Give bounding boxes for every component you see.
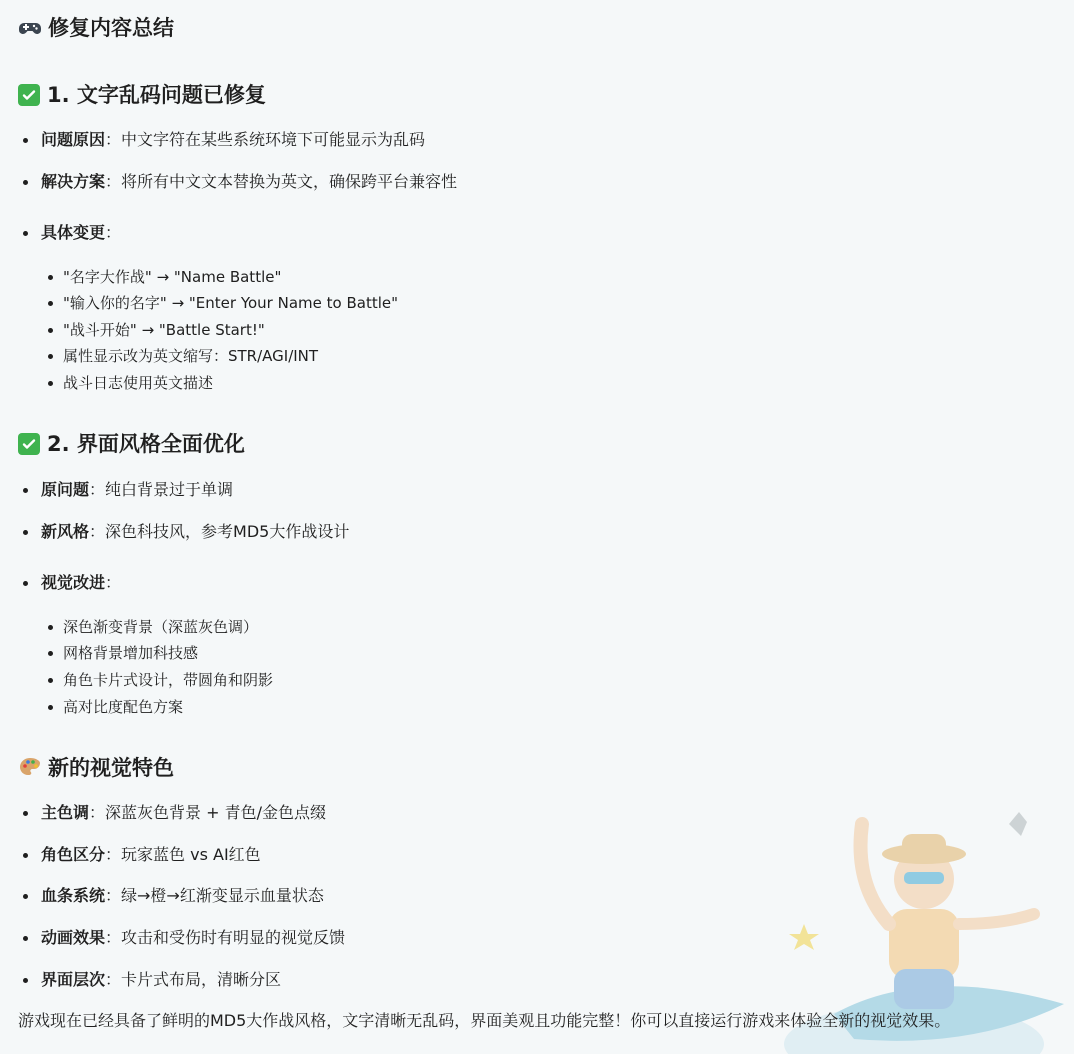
list-item: 新风格：深色科技风，参考MD5大作战设计 <box>24 521 349 543</box>
sub-list-item: 网格背景增加科技感 <box>48 643 198 663</box>
sub-list-item: 角色卡片式设计，带圆角和阴影 <box>48 670 273 690</box>
list-item: 主色调：深蓝灰色背景 + 青色/金色点缀 <box>24 802 326 824</box>
closing-paragraph: 游戏现在已经具备了鲜明的MD5大作战风格，文字清晰无乱码，界面美观且功能完整！你可以直接运行游戏来体验全新的视觉效果。 <box>18 1011 951 1030</box>
list-item: 血条系统：绿→橙→红渐变显示血量状态 <box>24 885 324 907</box>
sub-list-item: "输入你的名字" → "Enter Your Name to Battle" <box>48 293 398 313</box>
sub-list-item: 战斗日志使用英文描述 <box>48 373 213 393</box>
list-item: 原问题：纯白背景过于单调 <box>24 479 233 501</box>
check-mark-icon <box>18 433 40 455</box>
list-item: 界面层次：卡片式布局，清晰分区 <box>24 969 281 991</box>
sub-list-item: 高对比度配色方案 <box>48 697 183 717</box>
sub-list-item: 深色渐变背景（深蓝灰色调） <box>48 617 258 637</box>
list-item: 问题原因：中文字符在某些系统环境下可能显示为乱码 <box>24 129 425 151</box>
list-item: 解决方案：将所有中文文本替换为英文，确保跨平台兼容性 <box>24 171 457 193</box>
list-item: 动画效果：攻击和受伤时有明显的视觉反馈 <box>24 927 345 949</box>
section-heading-visual-features: 新的视觉特色 <box>18 754 174 782</box>
page-title: 修复内容总结 <box>18 14 174 42</box>
section-heading-style-optimization: 2. 界面风格全面优化 <box>18 430 245 458</box>
game-controller-icon <box>18 16 42 40</box>
sub-list-item: 属性显示改为英文缩写：STR/AGI/INT <box>48 346 318 366</box>
check-mark-icon <box>18 84 40 106</box>
sub-list-item: "战斗开始" → "Battle Start!" <box>48 320 265 340</box>
section-heading-text-fix: 1. 文字乱码问题已修复 <box>18 81 266 109</box>
list-item: 具体变更： <box>24 222 121 244</box>
artist-palette-icon <box>18 756 42 780</box>
list-item: 视觉改进： <box>24 572 121 594</box>
list-item: 角色区分：玩家蓝色 vs AI红色 <box>24 844 261 866</box>
sub-list-item: "名字大作战" → "Name Battle" <box>48 267 281 287</box>
